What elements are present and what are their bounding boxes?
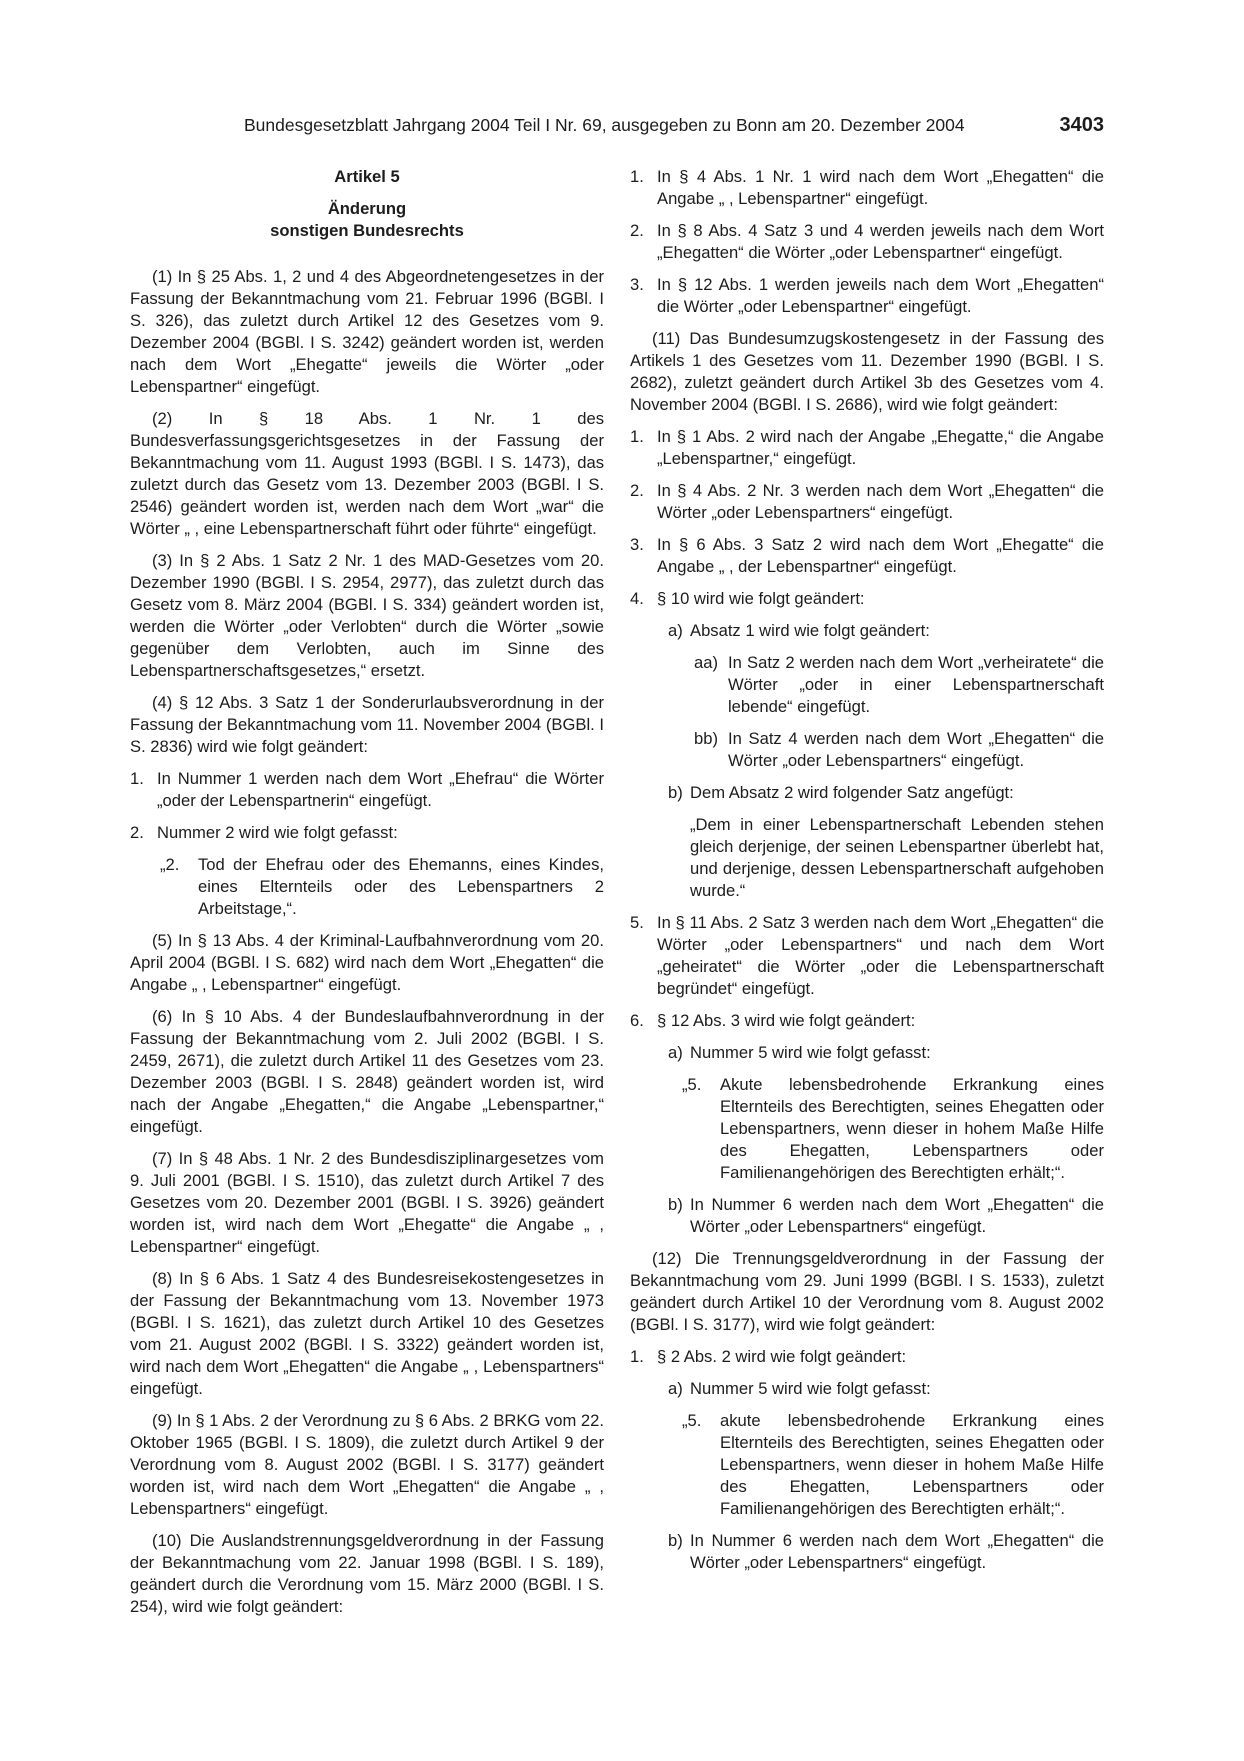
- list-text: In § 12 Abs. 1 werden jeweils nach dem Wort „Ehegatten“ die Wörter „oder Lebenspartner“ eingefügt.: [657, 275, 1104, 316]
- list-text: In § 6 Abs. 3 Satz 2 wird nach dem Wort „Ehegatte“ die Angabe „ , der Lebenspartner“ eingefügt.: [657, 535, 1104, 576]
- list-marker: 4.: [630, 589, 644, 608]
- list-marker: 3.: [630, 275, 644, 294]
- article-subtitle: [130, 198, 604, 242]
- page-header: [244, 110, 1104, 140]
- list-text: Nummer 2 wird wie folgt gefasst:: [157, 823, 398, 842]
- list-text: Nummer 5 wird wie folgt gefasst:: [690, 1043, 931, 1062]
- list-text: In Satz 4 werden nach dem Wort „Ehegatten“ die Wörter „oder Lebenspartners“ eingefügt.: [728, 729, 1104, 770]
- quoted-item: [130, 854, 604, 920]
- quoted-text: Akute lebensbedrohende Erkrankung eines Elternteils des Berechtigten, seines Ehegatten oder Lebenspartners, wenn dieser in hohem Maße Hilfe des Ehegatten, Lebenspartners oder Familienangehörigen des Berechtigten erhält;“.: [720, 1075, 1104, 1182]
- list-text: § 2 Abs. 2 wird wie folgt geändert:: [657, 1347, 907, 1366]
- article-subtitle-line2: sonstigen Bundesrechts: [270, 221, 464, 240]
- list-marker: a): [668, 1043, 683, 1062]
- list-item: [630, 166, 1104, 210]
- list-marker: 1.: [130, 769, 144, 788]
- list-marker: 2.: [630, 481, 644, 500]
- quoted-text: Tod der Ehefrau oder des Ehemanns, eines Kindes, eines Elternteils oder des Lebenspartners 2 Arbeitstage,“.: [198, 855, 604, 918]
- list-subitem: [630, 1042, 1104, 1064]
- list-text: § 12 Abs. 3 wird wie folgt geändert:: [657, 1011, 916, 1030]
- paragraph-7: (7) In § 48 Abs. 1 Nr. 2 des Bundesdisziplinargesetzes vom 9. Juli 2001 (BGBl. I S. 1510), das zuletzt durch Artikel 7 des Gesetzes vom 20. Dezember 2001 (BGBl. I S. 3926) geändert worden ist, wird nach dem Wort „Ehegatte“ die Angabe „ , Lebenspartner“ eingefügt.: [130, 1149, 604, 1256]
- paragraph-10: (10) Die Auslandstrennungsgeldverordnung in der Fassung der Bekanntmachung vom 22. Januar 1998 (BGBl. I S. 189), geändert durch die Verordnung vom 15. März 2000 (BGBl. I S. 254), wird wie folgt geändert:: [130, 1531, 604, 1616]
- list-item: [630, 534, 1104, 578]
- list-marker: b): [668, 1195, 683, 1214]
- left-column: [130, 166, 604, 1628]
- list-subsubitem: [630, 652, 1104, 718]
- list-marker: 1.: [630, 427, 644, 446]
- list-marker: „5.: [682, 1075, 702, 1094]
- list-text: In § 4 Abs. 1 Nr. 1 wird nach dem Wort „Ehegatten“ die Angabe „ , Lebenspartner“ eingefügt.: [657, 167, 1104, 208]
- list-marker: 1.: [630, 1347, 644, 1366]
- paragraph-8: (8) In § 6 Abs. 1 Satz 4 des Bundesreisekostengesetzes in der Fassung der Bekanntmachung vom 13. November 1973 (BGBl. I S. 1621), das zuletzt durch Artikel 10 des Gesetzes vom 21. August 2002 (BGBl. I S. 3322) geändert worden ist, wird nach dem Wort „Ehegatten“ die Angabe „ , Lebenspartners“ eingefügt.: [130, 1269, 604, 1398]
- list-item: [630, 588, 1104, 610]
- list-item: [630, 426, 1104, 470]
- list-text: In Nummer 1 werden nach dem Wort „Ehefrau“ die Wörter „oder der Lebenspartnerin“ eingefügt.: [157, 769, 604, 810]
- paragraph-3: (3) In § 2 Abs. 1 Satz 2 Nr. 1 des MAD-Gesetzes vom 20. Dezember 1990 (BGBl. I S. 2954, 2977), das zuletzt durch das Gesetz vom 8. März 2004 (BGBl. I S. 334) geändert worden ist, werden die Wörter „oder Verlobten“ durch die Wörter „sowie gegenüber dem Verlobten, auch im Sinne des Lebenspartnerschaftsgesetzes,“ ersetzt.: [130, 551, 604, 680]
- quoted-text: akute lebensbedrohende Erkrankung eines Elternteils des Berechtigten, seines Ehegatten oder Lebenspartners, wenn dieser in hohem Maße Hilfe des Ehegatten, Lebenspartners oder Familienangehörigen des Berechtigten erhält;“.: [720, 1411, 1104, 1518]
- list-subitem: [630, 782, 1104, 804]
- paragraph-9: (9) In § 1 Abs. 2 der Verordnung zu § 6 Abs. 2 BRKG vom 22. Oktober 1965 (BGBl. I S. 1809), die zuletzt durch Artikel 9 der Verordnung vom 8. August 2002 (BGBl. I S. 3177) geändert worden ist, wird nach dem Wort „Ehegatten“ die Angabe „ , Lebenspartners“ eingefügt.: [130, 1411, 604, 1518]
- list-item: [630, 480, 1104, 524]
- list-item: [130, 768, 604, 812]
- list-marker: a): [668, 621, 683, 640]
- list-item: [630, 1346, 1104, 1368]
- list-text: Absatz 1 wird wie folgt geändert:: [690, 621, 930, 640]
- list-subitem: [630, 1530, 1104, 1574]
- right-column: [630, 166, 1104, 1584]
- list-text: In Satz 2 werden nach dem Wort „verheiratete“ die Wörter „oder in einer Lebenspartnerschaft lebende“ eingefügt.: [728, 653, 1104, 716]
- list-marker: 5.: [630, 913, 644, 932]
- quoted-item: [630, 1074, 1104, 1184]
- list-marker: bb): [694, 729, 718, 748]
- list-text: In § 4 Abs. 2 Nr. 3 werden nach dem Wort „Ehegatten“ die Wörter „oder Lebenspartners“ eingefügt.: [657, 481, 1104, 522]
- list-text: § 10 wird wie folgt geändert:: [657, 589, 865, 608]
- paragraph-6: (6) In § 10 Abs. 4 der Bundeslaufbahnverordnung in der Fassung der Bekanntmachung vom 2. Juli 2002 (BGBl. I S. 2459, 2671), die zuletzt durch Artikel 11 des Gesetzes vom 23. Dezember 2003 (BGBl. I S. 2848) geändert worden ist, wird nach der Angabe „Ehegatten,“ die Angabe „Lebenspartner,“ eingefügt.: [130, 1007, 604, 1136]
- list-subitem: [630, 620, 1104, 642]
- list-subsubitem: [630, 728, 1104, 772]
- list-text: In Nummer 6 werden nach dem Wort „Ehegatten“ die Wörter „oder Lebenspartners“ eingefügt.: [690, 1531, 1104, 1572]
- list-subitem: [630, 1194, 1104, 1238]
- list-marker: b): [668, 783, 683, 802]
- list-marker: 2.: [130, 823, 144, 842]
- paragraph-5: (5) In § 13 Abs. 4 der Kriminal-Laufbahnverordnung vom 20. April 2004 (BGBl. I S. 682) wird nach dem Wort „Ehegatten“ die Angabe „ , Lebenspartner“ eingefügt.: [130, 931, 604, 994]
- list-marker: 3.: [630, 535, 644, 554]
- list-marker: b): [668, 1531, 683, 1550]
- list-item: [130, 822, 604, 844]
- list-item: [630, 912, 1104, 1000]
- list-marker: 2.: [630, 221, 644, 240]
- paragraph-12: (12) Die Trennungsgeldverordnung in der Fassung der Bekanntmachung vom 29. Juni 1999 (BGBl. I S. 1533), zuletzt geändert durch Artikel 10 der Verordnung vom 8. August 2002 (BGBl. I S. 3177), wird wie folgt geändert:: [630, 1249, 1104, 1334]
- list-marker: aa): [694, 653, 718, 672]
- article-subtitle-line1: Änderung: [327, 199, 407, 218]
- list-item: [630, 1010, 1104, 1032]
- list-marker: „2.: [160, 855, 180, 874]
- list-marker: „5.: [682, 1411, 702, 1430]
- list-item: [630, 274, 1104, 318]
- list-text: In § 8 Abs. 4 Satz 3 und 4 werden jeweils nach dem Wort „Ehegatten“ die Wörter „oder Lebenspartner“ eingefügt.: [657, 221, 1104, 262]
- quoted-item: [630, 1410, 1104, 1520]
- list-text: Nummer 5 wird wie folgt gefasst:: [690, 1379, 931, 1398]
- list-text: In Nummer 6 werden nach dem Wort „Ehegatten“ die Wörter „oder Lebenspartners“ eingefügt.: [690, 1195, 1104, 1236]
- paragraph-1: (1) In § 25 Abs. 1, 2 und 4 des Abgeordnetengesetzes in der Fassung der Bekanntmachung vom 21. Februar 1996 (BGBl. I S. 326), das zuletzt durch Artikel 12 des Gesetzes vom 9. Dezember 2004 (BGBl. I S. 3242) geändert worden ist, werden nach dem Wort „Ehegatte“ jeweils die Wörter „oder Lebenspartner“ eingefügt.: [130, 267, 604, 396]
- page-number: 3403: [1059, 114, 1104, 136]
- list-marker: 1.: [630, 167, 644, 186]
- list-item: [630, 220, 1104, 264]
- list-marker: 6.: [630, 1011, 644, 1030]
- list-text: In § 1 Abs. 2 wird nach der Angabe „Ehegatte,“ die Angabe „Lebenspartner,“ eingefügt.: [657, 427, 1104, 468]
- paragraph-4: (4) § 12 Abs. 3 Satz 1 der Sonderurlaubsverordnung in der Fassung der Bekanntmachung vom 11. November 2004 (BGBl. I S. 2836) wird wie folgt geändert:: [130, 693, 604, 756]
- list-text: In § 11 Abs. 2 Satz 3 werden nach dem Wort „Ehegatten“ die Wörter „oder Lebenspartners“ und nach dem Wort „geheiratet“ die Wörter „oder die Lebenspartnerschaft begründet“ eingefügt.: [657, 913, 1104, 998]
- list-text: Dem Absatz 2 wird folgender Satz angefügt:: [690, 783, 1014, 802]
- paragraph-2: (2) In § 18 Abs. 1 Nr. 1 des Bundesverfassungsgerichtsgesetzes in der Fassung der Bekanntmachung vom 11. August 1993 (BGBl. I S. 1473), das zuletzt durch das Gesetz vom 13. Dezember 2003 (BGBl. I S. 2546) geändert worden ist, werden nach dem Wort „war“ die Wörter „ , eine Lebenspartnerschaft führt oder führte“ eingefügt.: [130, 409, 604, 538]
- list-marker: a): [668, 1379, 683, 1398]
- article-title: Artikel 5: [334, 167, 400, 186]
- paragraph-11: (11) Das Bundesumzugskostengesetz in der Fassung des Artikels 1 des Gesetzes vom 11. Dezember 1990 (BGBl. I S. 2682), zuletzt geändert durch Artikel 3b des Gesetzes vom 4. November 2004 (BGBl. I S. 2686), wird wie folgt geändert:: [630, 329, 1104, 414]
- header-title: Bundesgesetzblatt Jahrgang 2004 Teil I Nr. 69, ausgegeben zu Bonn am 20. Dezember 2004: [244, 115, 965, 135]
- list-subitem: [630, 1378, 1104, 1400]
- quoted-text: „Dem in einer Lebenspartnerschaft Lebenden stehen gleich derjenige, der seinen Lebenspartner überlebt hat, und derjenige, dessen Lebenspartnerschaft aufgehoben wurde.“: [690, 815, 1104, 900]
